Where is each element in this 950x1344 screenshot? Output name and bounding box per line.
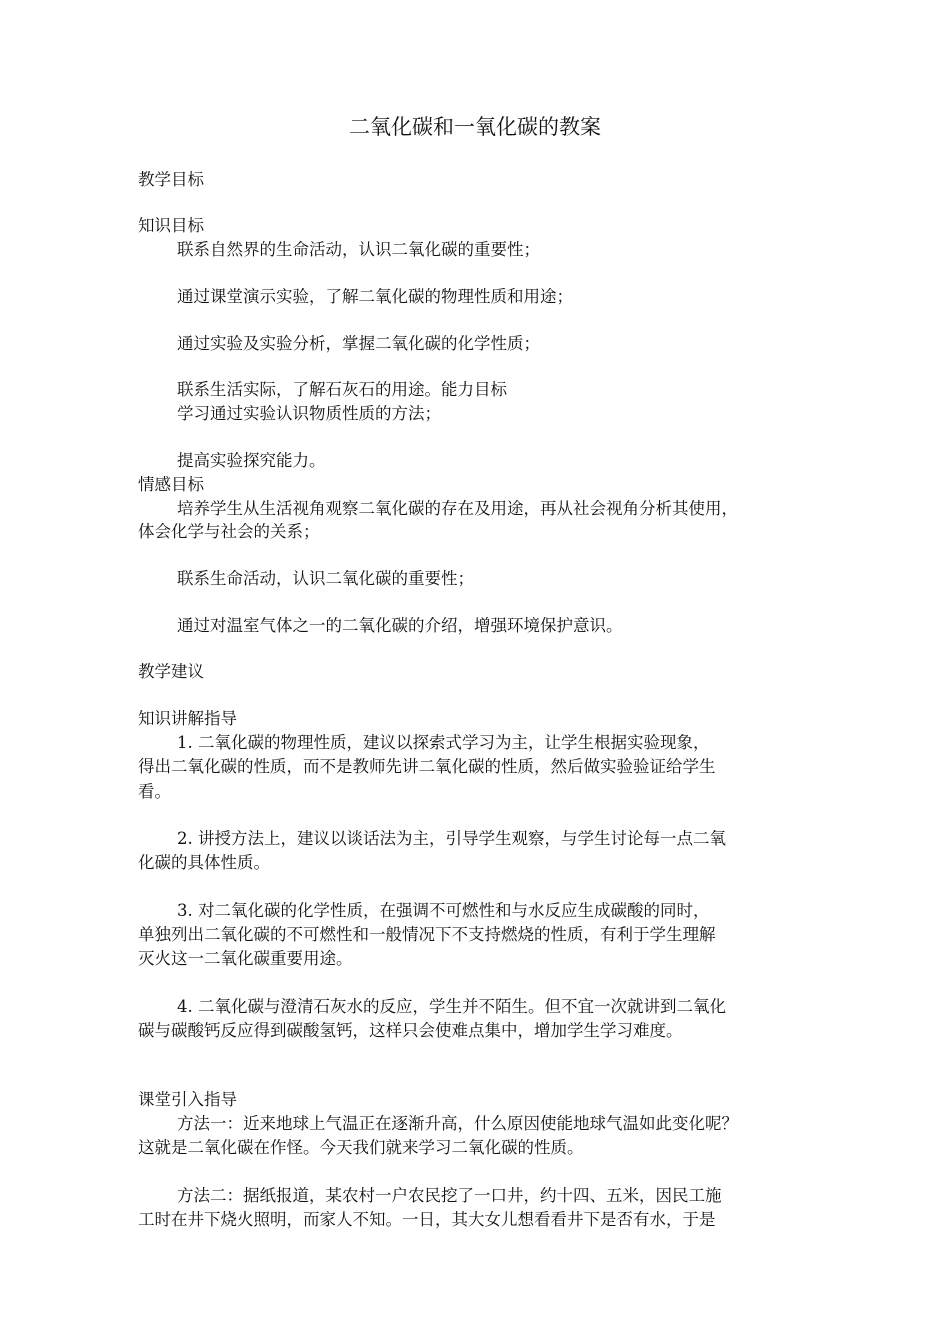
- guidance-line: 碳与碳酸钙反应得到碳酸氢钙，这样只会使难点集中，增加学生学习难度。: [138, 1021, 683, 1040]
- knowledge-heading: 知识目标: [138, 216, 204, 235]
- knowledge-line: 联系生活实际，了解石灰石的用途。能力目标: [177, 380, 507, 399]
- guidance-line: 得出二氧化碳的性质，而不是教师先讲二氧化碳的性质，然后做实验验证给学生: [138, 757, 716, 776]
- guidance-line: 4. 二氧化碳与澄清石灰水的反应，学生并不陌生。但不宜一次就讲到二氧化: [177, 997, 726, 1016]
- emotion-line: 培养学生从生活视角观察二氧化碳的存在及用途，再从社会视角分析其使用，: [177, 499, 738, 518]
- guidance-line: 3. 对二氧化碳的化学性质，在强调不可燃性和与水反应生成碳酸的同时，: [177, 901, 710, 920]
- knowledge-line: 通过实验及实验分析，掌握二氧化碳的化学性质；: [177, 334, 540, 353]
- emotion-line: 体会化学与社会的关系；: [138, 522, 320, 541]
- guidance-line: 化碳的具体性质。: [138, 853, 270, 872]
- guidance-line: 看。: [138, 782, 171, 801]
- knowledge-line: 通过课堂演示实验，了解二氧化碳的物理性质和用途；: [177, 287, 573, 306]
- document-title: 二氧化碳和一氧化碳的教案: [349, 115, 601, 139]
- intro-line: 方法一：近来地球上气温正在逐渐升高，什么原因使能地球气温如此变化呢？: [177, 1114, 738, 1133]
- intro-line: 工时在井下烧火照明，而家人不知。一日，其大女儿想看看井下是否有水，于是: [138, 1210, 716, 1229]
- emotion-heading: 情感目标: [138, 475, 204, 494]
- intro-line: 这就是二氧化碳在作怪。今天我们就来学习二氧化碳的性质。: [138, 1138, 584, 1157]
- suggestions-heading: 教学建议: [138, 662, 204, 681]
- intro-heading: 课堂引入指导: [138, 1090, 237, 1109]
- guidance-line: 2. 讲授方法上，建议以谈话法为主，引导学生观察，与学生讨论每一点二氧: [177, 829, 726, 848]
- emotion-line: 通过对温室气体之一的二氧化碳的介绍，增强环境保护意识。: [177, 616, 623, 635]
- knowledge-line: 联系自然界的生命活动，认识二氧化碳的重要性；: [177, 240, 540, 259]
- intro-line: 方法二：据纸报道，某农村一户农民挖了一口井，约十四、五米，因民工施: [177, 1186, 722, 1205]
- objectives-heading: 教学目标: [138, 170, 204, 189]
- knowledge-line: 提高实验探究能力。: [177, 451, 326, 470]
- guidance-line: 单独列出二氧化碳的不可燃性和一般情况下不支持燃烧的性质，有利于学生理解: [138, 925, 716, 944]
- guidance-heading: 知识讲解指导: [138, 709, 237, 728]
- guidance-line: 灭火这一二氧化碳重要用途。: [138, 949, 353, 968]
- emotion-line: 联系生命活动，认识二氧化碳的重要性；: [177, 569, 474, 588]
- guidance-line: 1. 二氧化碳的物理性质，建议以探索式学习为主，让学生根据实验现象，: [177, 733, 710, 752]
- knowledge-line: 学习通过实验认识物质性质的方法；: [177, 404, 441, 423]
